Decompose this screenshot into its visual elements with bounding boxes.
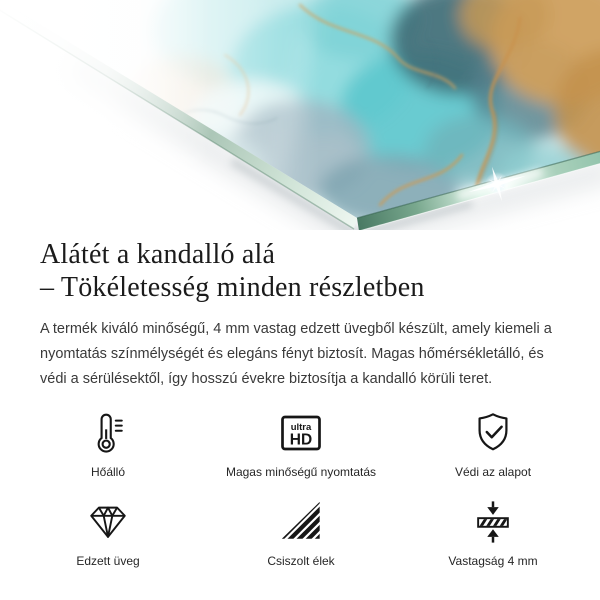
polished-edges-icon — [278, 497, 324, 547]
feature-tempered-glass — [30, 497, 186, 568]
product-description: A termék kiváló minőségű, 4 mm vastag edzett üvegből készült, amely kiemeli a nyomtatás színmélységét és elegáns fényt biztosít. Magas hőmérsékletálló, és védi a sérülésektől, így hosszú évekre biztosítja a kandalló körüli teret. — [40, 321, 552, 387]
feature-label: Edzett üveg — [76, 554, 140, 568]
white-fade — [0, 0, 210, 230]
feature-protects-base — [416, 408, 570, 479]
ultra-hd-badge-bottom: HD — [289, 431, 313, 449]
page-title-line2: – Tökéletesség minden részletben — [40, 272, 425, 303]
feature-print-quality — [186, 408, 416, 479]
diamond-icon — [85, 497, 131, 547]
shield-check-icon — [470, 408, 516, 458]
feature-polished-edges — [186, 497, 416, 568]
feature-label: Vastagság 4 mm — [448, 554, 538, 568]
product-image — [0, 0, 600, 230]
feature-grid — [0, 392, 600, 568]
feature-heat-resistant — [30, 408, 186, 479]
feature-label: Csiszolt élek — [267, 554, 335, 568]
ultra-hd-icon — [277, 408, 325, 458]
thermometer-icon — [86, 408, 130, 458]
feature-thickness — [416, 497, 570, 568]
thickness-icon — [470, 497, 516, 547]
page-title-line1: Alátét a kandalló alá — [40, 239, 276, 270]
page-title — [40, 238, 560, 304]
ultra-hd-badge-top: ultra — [290, 422, 312, 433]
feature-label: Védi az alapot — [454, 465, 532, 479]
feature-label: Hőálló — [90, 465, 126, 479]
feature-label: Magas minőségű nyomtatás — [225, 465, 377, 479]
